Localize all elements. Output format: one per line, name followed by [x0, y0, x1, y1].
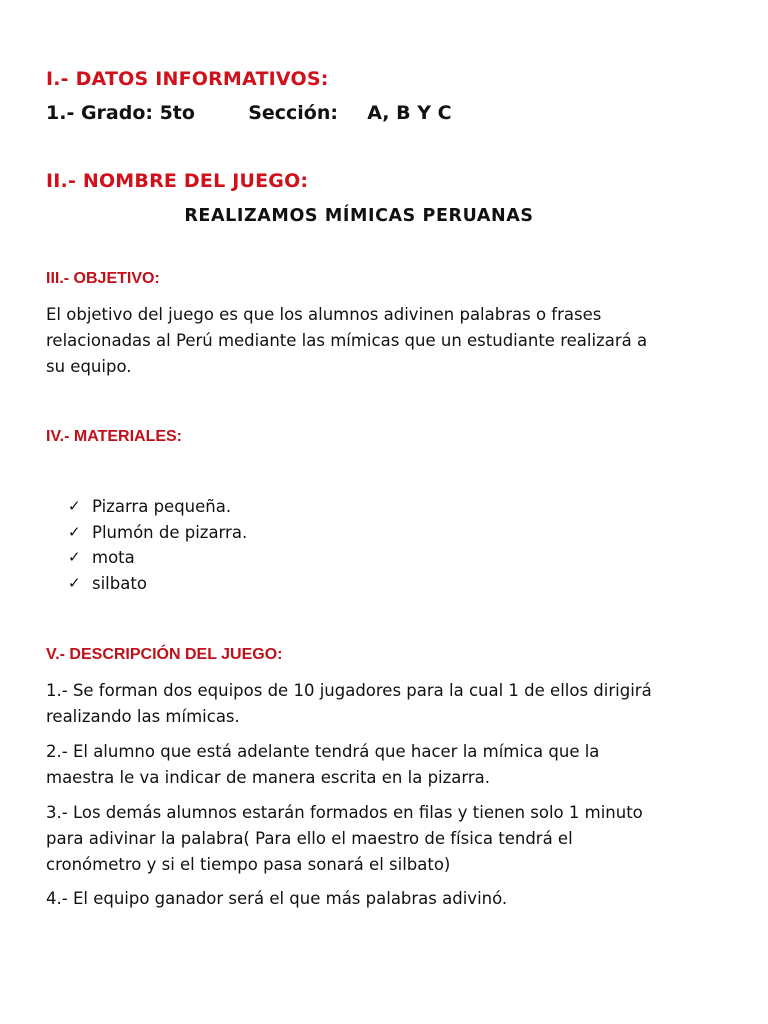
list-item [68, 571, 247, 597]
description-step-1: 1.- Se forman dos equipos de 10 jugadores para la cual 1 de ellos dirigirá realizando las mímicas. [46, 681, 652, 726]
seccion-label: Sección: [248, 102, 338, 124]
checkmark-icon: ✓ [68, 573, 81, 592]
material-label: Plumón de pizarra. [92, 522, 248, 542]
grado-line [46, 102, 452, 124]
description-step-4: 4.- El equipo ganador será el que más palabras adivinó. [46, 889, 508, 908]
description-step-3: 3.- Los demás alumnos estarán formados en filas y tienen solo 1 minuto para adivinar la palabra( Para ello el maestro de física tendrá el cronómetro y si el tiempo pasa sonará el silbato) [46, 803, 643, 874]
objetivo-text: El objetivo del juego es que los alumnos adivinen palabras o frases relacionadas al Perú mediante las mímicas que un estudiante realizará a su equipo. [46, 305, 648, 376]
list-item [68, 494, 247, 520]
section-heading-nombre: II.- NOMBRE DEL JUEGO: [46, 170, 309, 192]
section-heading-datos: I.- DATOS INFORMATIVOS: [46, 68, 329, 90]
material-label: silbato [92, 573, 147, 593]
list-item [68, 520, 247, 546]
checkmark-icon: ✓ [68, 548, 81, 566]
material-label: mota [92, 548, 135, 567]
checkmark-icon: ✓ [68, 522, 81, 541]
material-label: Pizarra pequeña. [92, 497, 232, 516]
materials-list [68, 494, 247, 596]
grado-label: 1.- Grado: 5to [46, 102, 195, 124]
checkmark-icon: ✓ [68, 497, 81, 515]
description-step-2: 2.- El alumno que está adelante tendrá que hacer la mímica que la maestra le va indicar de manera escrita en la pizarra. [46, 742, 600, 787]
section-heading-descripcion: V.- DESCRIPCIÓN DEL JUEGO: [46, 646, 283, 663]
game-title: REALIZAMOS MÍMICAS PERUANAS [184, 206, 534, 226]
seccion-value: A, B Y C [367, 102, 452, 124]
section-heading-objetivo: III.- OBJETIVO: [46, 270, 160, 287]
list-item [68, 545, 247, 571]
section-heading-materiales: IV.- MATERIALES: [46, 428, 183, 445]
